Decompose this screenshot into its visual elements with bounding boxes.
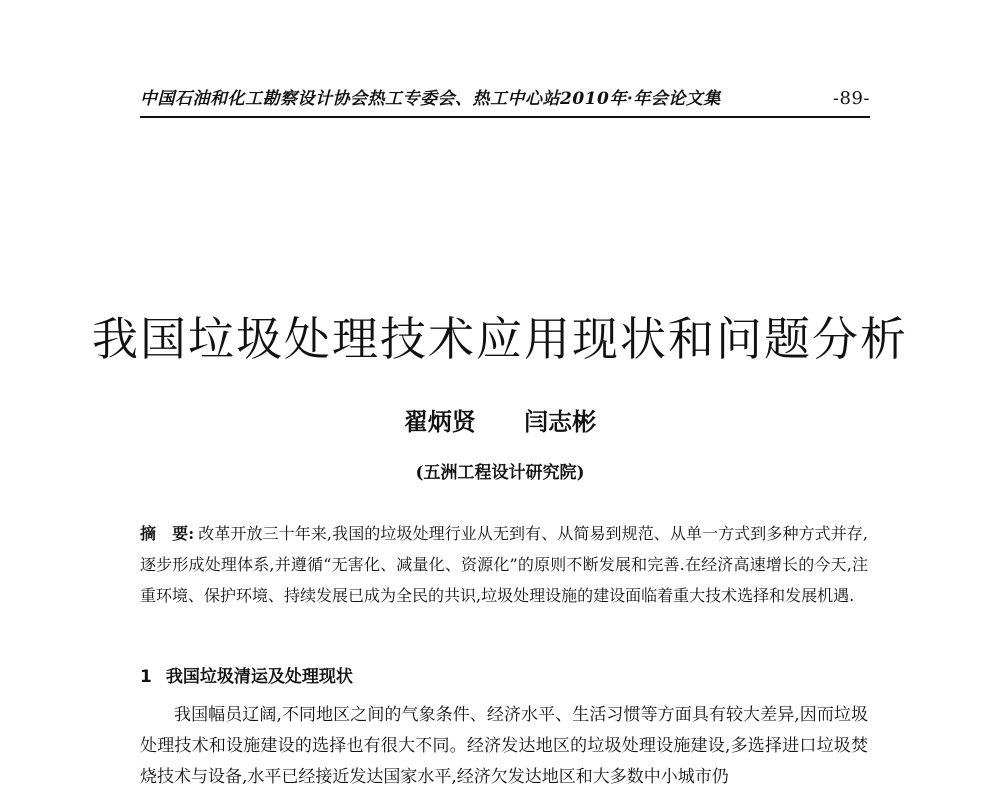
- author-1: 翟炳贤: [403, 407, 476, 436]
- section-number: 1: [140, 667, 152, 687]
- affiliation: (五洲工程设计研究院): [415, 463, 585, 483]
- abstract: [140, 518, 868, 611]
- running-title: 中国石油和化工勘察设计协会热工专委会、热工中心站2010年·年会论文集: [140, 89, 721, 109]
- paper-title: 我国垃圾处理技术应用现状和问题分析: [92, 311, 908, 366]
- abstract-text: 改革开放三十年来,我国的垃圾处理行业从无到有、从简易到规范、从单一方式到多种方式并存,逐步形成处理体系,并遵循“无害化、减量化、资源化”的原则不断发展和完善.在经济高速增长的今天,注重环境、保护环境、持续发展已成为全民的共识,垃圾处理设施的建设面临着重大技术选择和发展机遇.: [140, 524, 868, 605]
- abstract-label: 摘 要:: [140, 524, 195, 543]
- header-rule: [140, 116, 870, 118]
- author-list: [0, 402, 1000, 437]
- body-paragraph: 我国幅员辽阔,不同地区之间的气象条件、经济水平、生活习惯等方面具有较大差异,因而垃圾处理技术和设施建设的选择也有很大不同。经济发达地区的垃圾处理设施建设,多选择进口垃圾焚烧技术与设备,水平已经接近发达国家水平,经济欠发达地区和大多数中小城市仍: [140, 705, 868, 787]
- page-number: -89-: [832, 88, 870, 109]
- section-heading: [140, 662, 868, 687]
- section-title: 我国垃圾清运及处理现状: [165, 667, 353, 687]
- author-2: 闫志彬: [524, 407, 597, 436]
- running-header: [140, 84, 870, 109]
